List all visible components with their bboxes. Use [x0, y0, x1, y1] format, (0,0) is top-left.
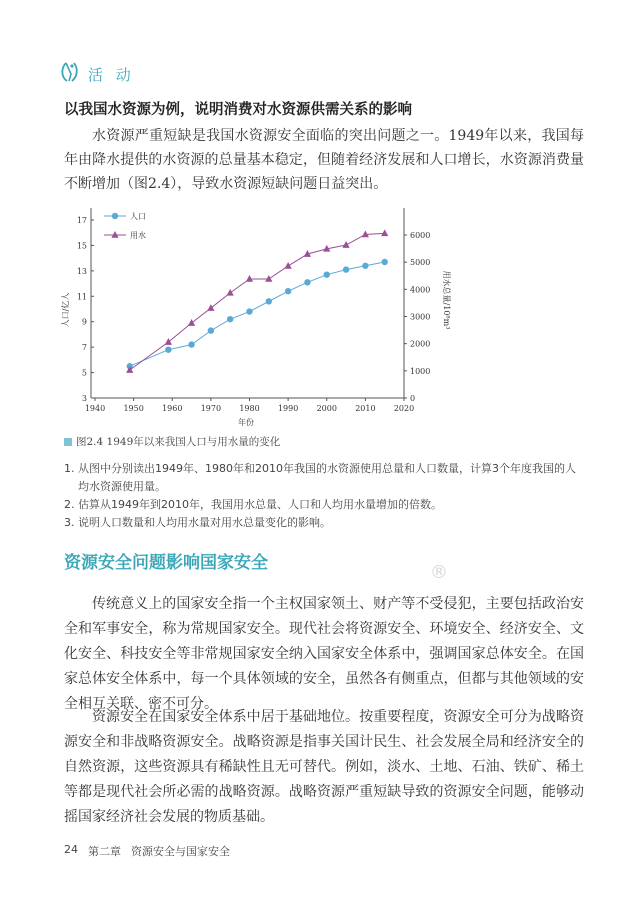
svg-text:1960: 1960: [162, 404, 183, 413]
chapter-title: 资源安全与国家安全: [131, 845, 230, 858]
svg-text:5000: 5000: [410, 258, 431, 268]
svg-text:5: 5: [81, 368, 87, 378]
svg-text:17: 17: [76, 216, 87, 225]
svg-text:1000: 1000: [410, 366, 431, 376]
page-number: 24: [64, 843, 78, 856]
svg-text:0: 0: [410, 394, 416, 403]
svg-text:1980: 1980: [239, 404, 260, 413]
svg-text:用水总量/10⁸m³: 用水总量/10⁸m³: [442, 270, 451, 330]
body-paragraph-3: 资源安全在国家安全体系中居于基础地位。按重要程度，资源安全可分为战略资源安全和非战略资源安全。战略资源是指事关国计民生、社会发展全局和经济安全的自然资源，这些资源具有稀缺性且无可替代。例如，淡水、土地、石油、铁矿、稀土等都是现代社会所必需的战略资源。战略资源严重短缺导致的资源安全问题，能够动摇国家经济社会发展的物质基础。: [64, 709, 584, 825]
svg-text:1970: 1970: [200, 404, 222, 413]
activity-header: [60, 60, 135, 88]
registered-watermark: ®: [430, 562, 448, 583]
svg-text:15: 15: [76, 241, 87, 251]
svg-text:年份: 年份: [238, 418, 254, 427]
question-item: 3. 说明人口数量和人均用水量对用水总量变化的影响。: [64, 516, 331, 529]
svg-text:2000: 2000: [316, 404, 337, 413]
svg-text:3: 3: [81, 394, 87, 403]
svg-text:2010: 2010: [355, 404, 376, 413]
question-list: [64, 460, 584, 532]
svg-text:9: 9: [81, 317, 87, 327]
legend-label: 人口: [130, 212, 146, 221]
page-footer: [64, 843, 230, 859]
body-paragraph-2: 传统意义上的国家安全指一个主权国家领土、财产等不受侵犯，主要包括政治安全和军事安全，称为常规国家安全。现代社会将资源安全、环境安全、经济安全、文化安全、科技安全等非常规国家安全纳入国家安全体系中，强调国家总体安全。在国家总体安全体系中，每一个具体领域的安全，虽然各有侧重点，但都与其他领域的安全相互关联、密不可分。: [64, 596, 584, 712]
activity-icon: [60, 60, 82, 88]
svg-text:1950: 1950: [123, 404, 144, 413]
intro-paragraph: 水资源严重短缺是我国水资源安全面临的突出问题之一。1949年以来，我国每年由降水提供的水资源的总量基本稳定，但随着经济发展和人口增长，水资源消费量不断增加（图2.4），导致水资源短缺问题日益突出。: [64, 128, 584, 192]
activity-label: 活 动: [88, 65, 135, 84]
chapter-number: 第二章: [88, 845, 121, 858]
section-title: 资源安全问题影响国家安全: [64, 553, 268, 573]
chart-figure: [40, 200, 451, 439]
svg-text:1990: 1990: [277, 404, 299, 413]
caption-text: 图2.4 1949年以来我国人口与用水量的变化: [76, 436, 281, 448]
svg-text:1940: 1940: [84, 404, 106, 413]
svg-text:13: 13: [76, 266, 87, 276]
svg-text:人口/亿人: 人口/亿人: [61, 292, 70, 328]
svg-text:7: 7: [81, 343, 87, 353]
question-item: 2. 估算从1949年到2010年，我国用水总量、人口和人均用水量增加的倍数。: [64, 498, 442, 511]
figure-caption: [64, 434, 280, 449]
question-item: 1. 从图中分别读出1949年、1980年和2010年我国的水资源使用总量和人口数量，计算3个年度我国的人均水资源使用量。: [64, 462, 576, 493]
question-title: 以我国水资源为例，说明消费对水资源供需关系的影响: [64, 102, 412, 118]
svg-text:4000: 4000: [410, 285, 431, 295]
svg-text:3000: 3000: [410, 312, 431, 322]
svg-text:11: 11: [76, 292, 87, 302]
svg-text:2000: 2000: [410, 339, 431, 349]
caption-square-icon: [64, 438, 72, 446]
legend-label: 用水: [130, 231, 146, 240]
svg-text:2020: 2020: [393, 404, 415, 413]
line-chart: [40, 200, 451, 435]
svg-text:6000: 6000: [410, 231, 431, 240]
